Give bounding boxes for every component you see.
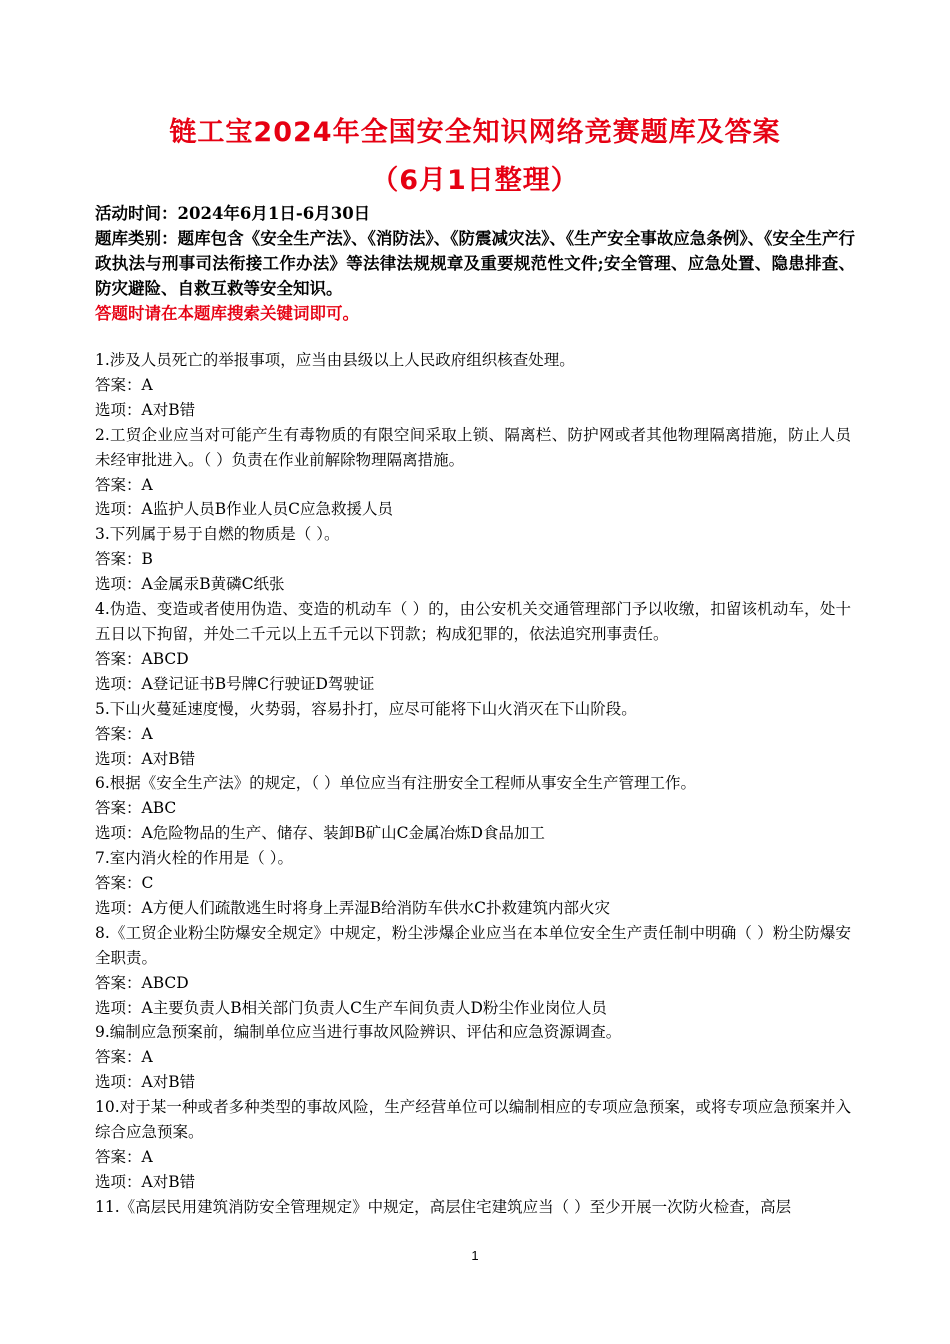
answer-text: 答案：B [95, 550, 153, 569]
answer-text: 答案：C [95, 874, 154, 893]
question-item [95, 1020, 851, 1095]
options-text: 选项：A对B错 [95, 749, 196, 768]
question-text: 1.涉及人员死亡的举报事项，应当由县级以上人民政府组织核查处理。 [95, 351, 575, 369]
options-text: 选项：A对B错 [95, 1172, 196, 1191]
question-bank-category: 题库类别：题库包含《安全生产法》、《消防法》、《防震减灾法》、《生产安全事故应急条例》、《安全生产行政执法与刑事司法衔接工作办法》等法律法规规章及重要规范性文件;安全管理、应急处置、隐患排查、防灾避险、自救互救等安全知识。 [95, 229, 855, 298]
question-text: 5.下山火蔓延速度慢，火势弱，容易扑打，应尽可能将下山火消灭在下山阶段。 [95, 699, 637, 718]
question-item [95, 846, 851, 921]
question-text: 9.编制应急预案前，编制单位应当进行事故风险辨识、评估和应急资源调查。 [95, 1023, 622, 1042]
search-tip: 答题时请在本题库搜索关键词即可。 [95, 304, 359, 323]
options-text: 选项：A危险物品的生产、储存、装卸B矿山C金属冶炼D食品加工 [95, 824, 545, 843]
question-text: 3.下列属于易于自燃的物质是（ ）。 [95, 525, 340, 544]
question-text: 6.根据《安全生产法》的规定，（ ）单位应当有注册安全工程师从事安全生产管理工作。 [95, 774, 696, 793]
document-subtitle: （6月1日整理） [371, 165, 579, 196]
options-text: 选项：A登记证书B号牌C行驶证D驾驶证 [95, 674, 375, 693]
question-text: 2.工贸企业应当对可能产生有毒物质的有限空间采取上锁、隔离栏、防护网或者其他物理隔离措施，防止人员未经审批进入。（ ）负责在作业前解除物理隔离措施。 [95, 425, 851, 469]
answer-text: 答案：A [95, 1048, 153, 1067]
question-item [95, 348, 851, 423]
question-item [95, 597, 851, 697]
question-item [95, 423, 851, 523]
question-list [95, 348, 851, 1220]
options-text: 选项：A对B错 [95, 400, 196, 419]
question-item [95, 921, 851, 1021]
answer-text: 答案：A [95, 475, 153, 494]
question-text: 11.《高层民用建筑消防安全管理规定》中规定，高层住宅建筑应当（ ）至少开展一次防火检查，高层 [95, 1197, 792, 1216]
question-item [95, 1095, 851, 1195]
document-title: 链工宝2024年全国安全知识网络竞赛题库及答案 [169, 117, 781, 148]
options-text: 选项：A对B错 [95, 1073, 196, 1092]
question-item [95, 522, 851, 597]
options-text: 选项：A主要负责人B相关部门负责人C生产车间负责人D粉尘作业岗位人员 [95, 998, 607, 1017]
question-text: 10.对于某一种或者多种类型的事故风险，生产经营单位可以编制相应的专项应急预案，或将专项应急预案并入综合应急预案。 [95, 1098, 851, 1142]
question-item [95, 1195, 851, 1220]
activity-time: 活动时间：2024年6月1日-6月30日 [95, 204, 371, 223]
answer-text: 答案：ABC [95, 799, 177, 818]
page-number: 1 [471, 1248, 479, 1263]
options-text: 选项：A金属汞B黄磷C纸张 [95, 575, 285, 594]
answer-text: 答案：A [95, 375, 153, 394]
question-item [95, 697, 851, 772]
answer-text: 答案：ABCD [95, 649, 189, 668]
question-text: 7.室内消火栓的作用是（ ）。 [95, 849, 293, 868]
answer-text: 答案：A [95, 724, 153, 743]
answer-text: 答案：A [95, 1148, 153, 1166]
answer-text: 答案：ABCD [95, 973, 189, 992]
options-text: 选项：A监护人员B作业人员C应急救援人员 [95, 500, 393, 519]
question-item [95, 771, 851, 846]
options-text: 选项：A方便人们疏散逃生时将身上弄湿B给消防车供水C扑救建筑内部火灾 [95, 898, 610, 917]
question-text: 8.《工贸企业粉尘防爆安全规定》中规定，粉尘涉爆企业应当在本单位安全生产责任制中明确（ ）粉尘防爆安全职责。 [95, 923, 851, 967]
question-text: 4.伪造、变造或者使用伪造、变造的机动车（ ）的，由公安机关交通管理部门予以收缴，扣留该机动车，处十五日以下拘留，并处二千元以上五千元以下罚款；构成犯罪的，依法追究刑事责任。 [95, 600, 851, 643]
